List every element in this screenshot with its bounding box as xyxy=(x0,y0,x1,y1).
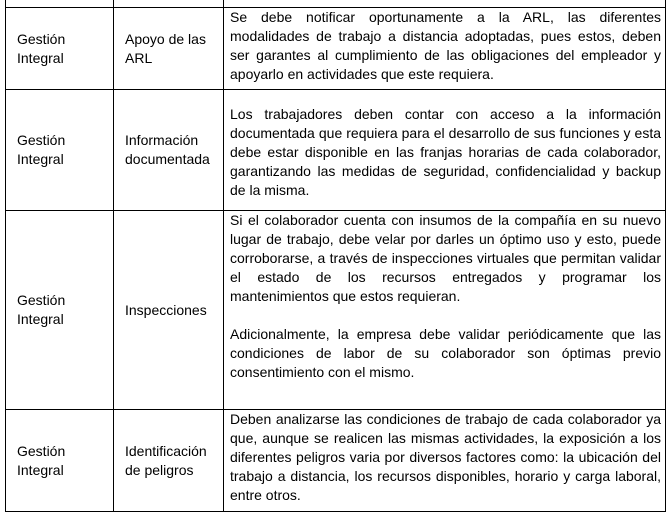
description-paragraph: Los trabajadores deben contar con acceso a la información documentada que requiera para el desarrollo de sus funciones y esta debe estar disponible en las franjas horarias de cada colaborador, garantizando las medidas de seguridad, confidencialidad y backup de la misma. xyxy=(230,105,661,198)
table-cell-partial xyxy=(6,0,114,8)
description-paragraph: Si el colaborador cuenta con insumos de la compañía en su nuevo lugar de trabajo, debe velar por darles un óptimo uso y esto, puede corroborarse, a través de inspecciones virtuales que permitan validar el estado de los recursos entregados y programar los mantenimientos que estos requieran. xyxy=(230,212,661,304)
description-cell xyxy=(224,410,666,512)
description-paragraph: Deben analizarse las condiciones de trabajo de cada colaborador ya que, aunque se realicen las mismas actividades, la exposición a los diferentes peligros varia por diversos factores como: la ubicación del trabajo a distancia, los recursos disponibles, horario y carga laboral, entre otros. xyxy=(230,411,661,503)
description-paragraph: Adicionalmente, la empresa debe validar periódicamente que las condiciones de labor de su colaborador son óptimas previo consentimiento con el mismo. xyxy=(230,326,661,380)
table-cell-partial xyxy=(224,0,666,8)
description-cell xyxy=(224,90,666,211)
table-row xyxy=(6,90,666,211)
area-cell: Gestión Integral xyxy=(6,8,114,90)
topic-cell: Inspecciones xyxy=(114,211,224,410)
area-cell: Gestión Integral xyxy=(6,410,114,512)
topic-cell: Identificación de peligros xyxy=(114,410,224,512)
table-row xyxy=(6,211,666,410)
area-cell: Gestión Integral xyxy=(6,211,114,410)
table-row-partial xyxy=(6,0,666,8)
topic-cell: Apoyo de las ARL xyxy=(114,8,224,90)
table-row xyxy=(6,8,666,90)
description-paragraph: Se debe notificar oportunamente a la ARL, las diferentes modalidades de trabajo a distancia adoptadas, pues estos, deben ser garantes al cumplimiento de las obligaciones del empleador y apoyarlo en actividades que este requiera. xyxy=(230,9,661,82)
description-cell xyxy=(224,211,666,410)
area-cell: Gestión Integral xyxy=(6,90,114,211)
table-row xyxy=(6,410,666,512)
topic-cell: Información documentada xyxy=(114,90,224,211)
table-cell-partial xyxy=(114,0,224,8)
description-cell xyxy=(224,8,666,90)
document-table xyxy=(5,0,666,512)
